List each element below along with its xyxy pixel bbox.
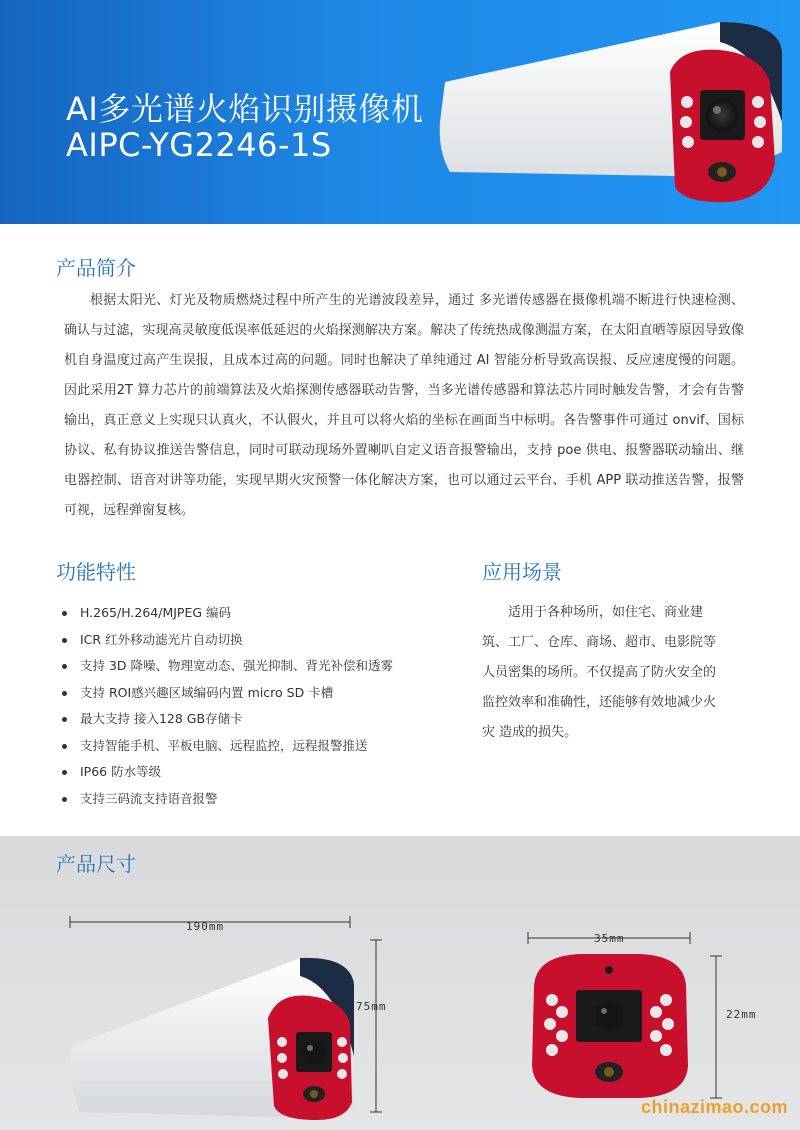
side-height-label: 75mm [356,1000,387,1013]
list-item: 支持 ROI感兴趣区域编码内置 micro SD 卡槽 [62,680,462,707]
watermark: chinazimao.com [640,1097,788,1117]
bullet-icon [62,717,67,722]
list-item: 支持三码流支持语音报警 [62,786,462,813]
product-title: AI多光谱火焰识别摄像机 [66,90,424,128]
front-width-label: 35mm [594,932,625,945]
bullet-icon [62,638,67,643]
feature-list [62,600,462,812]
list-item: 最大支持 接入128 GB存储卡 [62,706,462,733]
camera-front-view [520,926,740,1106]
scenario-heading: 应用场景 [482,560,562,584]
side-length-label: 190mm [186,920,225,933]
bullet-icon [62,744,67,749]
bullet-icon [62,797,67,802]
bullet-icon [62,770,67,775]
list-item: ICR 红外移动滤光片自动切换 [62,627,462,654]
features-heading: 功能特性 [56,560,136,584]
header-banner [0,0,800,224]
bullet-icon [62,664,67,669]
intro-paragraph: 根据太阳光、灯光及物质燃烧过程中所产生的光谱波段差异，通过 多光谱传感器在摄像机端不断进行快速检测、确认与过滤，实现高灵敏度低误率低延迟的火焰探测解决方案。解决了传统热成像测温方案，在太阳直晒等原因导致像机自身温度过高产生误报，且成本过高的问题。同时也解决了单纯通过 AI 智能分析导致高误报、反应速度慢的问题。因此采用2T 算力芯片的前端算法及火焰探测传感器联动告警，当多光谱传感器和算法芯片同时触发告警，才会有告警输出，真正意义上实现只认真火，不认假火，并且可以将火焰的坐标在画面当中标明。各告警事件可通过 onvif、国标协议、私有协议推送告警信息，同时可联动现场外置喇叭自定义语音报警输出，支持 poe 供电、报警器联动输出、继电器控制、语音对讲等功能，实现早期火灾预警一体化解决方案，也可以通过云平台、手机 APP 联动推送告警，报警可视，远程弹窗复核。 [64,293,744,518]
product-model: AIPC-YG2246-1S [66,126,332,164]
scenario-paragraph: 适用于各种场所，如住宅、商业建筑、工厂、仓库、商场、超市、电影院等人员密集的场所。不仅提高了防火安全的监控效率和准确性，还能够有效地减少火灾 造成的损失。 [482,605,717,740]
bullet-icon [62,691,67,696]
intro-heading: 产品简介 [56,256,136,280]
bullet-icon [62,611,67,616]
list-item: 支持 3D 降噪、物理宽动态、强光抑制、背光补偿和透雾 [62,653,462,680]
dimensions-section [0,836,800,1130]
list-item: H.265/H.264/MJPEG 编码 [62,600,462,627]
list-item: IP66 防水等级 [62,759,462,786]
list-item: 支持智能手机、平板电脑、远程监控，远程报警推送 [62,733,462,760]
dimensions-heading: 产品尺寸 [56,852,136,876]
front-height-label: 22mm [726,1008,757,1021]
camera-side-view [60,906,400,1126]
camera-hero-image [430,12,790,212]
